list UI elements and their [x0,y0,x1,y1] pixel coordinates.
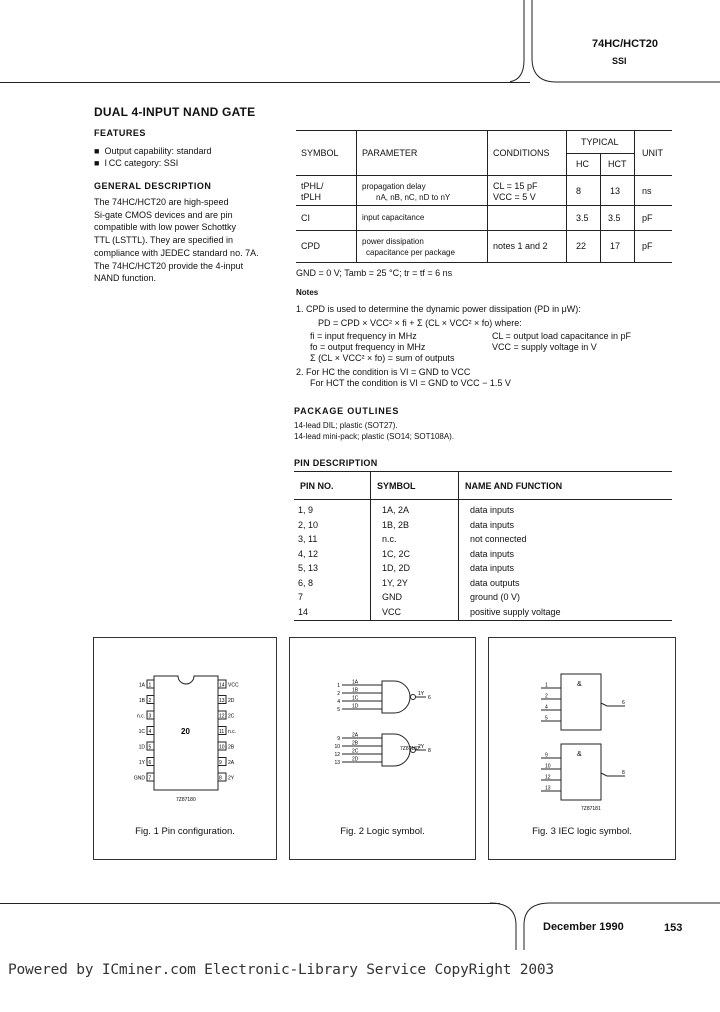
input-label: 2A [352,732,359,739]
figure-caption: Fig. 1 Pin configuration. [135,826,235,837]
figure-iec-symbol [488,637,676,860]
input-label: 1A [352,679,359,686]
pin-number: 8 [219,775,222,782]
pin-head-function: NAME AND FUNCTION [465,481,563,491]
spec-head-symbol: SYMBOL [301,148,339,158]
input-label: 2B [352,740,359,747]
spec-col-rule [487,130,488,262]
pin-number: 10 [219,744,225,751]
pin-number: 1 [545,682,548,689]
spec-row-parameter: propagation delay nA, nB, nC, nD to nY [362,182,451,202]
output-label: 2Y [418,744,425,750]
spec-head-hc: HC [576,159,589,169]
general-text: The 74HC/HCT20 are high-speed Si-gate CMOS devices and are pin compatible with low power Schottky TTL (LSTTL). They are specified in compliance with JEDEC standard no. 7A. The 74HC/HCT20 provide the 4-input NAND function. [94,197,259,284]
pin-number: 2 [545,693,548,700]
spec-row-parameter: power dissipation capacitance per package [362,237,455,257]
pin-label: 2D [228,698,235,704]
pin-number: 12 [334,752,340,758]
notes-line: VCC = supply voltage in V [492,342,597,352]
notes-line: CL = output load capacitance in pF [492,331,632,341]
pin-label: 2A [228,760,235,766]
pin-number: 3 [148,713,152,720]
nand-gate [382,681,410,713]
pin-number: 5 [545,715,548,722]
notes-line: fo = output frequency in MHz [310,342,426,352]
spec-head-unit: UNIT [642,148,663,158]
spec-head-hct: HCT [608,159,627,169]
pin-table-head-rule [294,499,672,500]
pin-desc-heading: PIN DESCRIPTION [294,458,378,468]
chip-label: 20 [181,727,190,736]
pin-number: 8 [622,770,625,776]
spec-gnd-line: GND = 0 V; Tamb = 25 °C; tr = tf = 6 ns [296,268,453,278]
features-heading: FEATURES [94,128,146,138]
logic-symbol-diagram [290,638,475,828]
figure-caption: Fig. 2 Logic symbol. [340,826,425,837]
spec-row-unit: ns [642,186,652,196]
figure-caption: Fig. 3 IEC logic symbol. [532,826,632,837]
pin-number: 4 [545,704,548,711]
spec-typ-rule [566,153,634,154]
pin-number: 6 [148,760,152,766]
package-heading: PACKAGE OUTLINES [294,406,400,416]
footer-date: December 1990 [543,921,624,933]
feature-item: ■ Output capability: standard [94,146,212,156]
notes-line: 1. CPD is used to determine the dynamic power dissipation (PD in μW): [296,304,581,314]
spec-row-conditions: CL = 15 pF VCC = 5 V [493,181,538,202]
spec-table-rule [296,205,672,206]
notes-heading: Notes [296,288,319,297]
header-family: SSI [612,56,627,66]
inversion-bubble [411,695,416,700]
figure-code: 7Z87182 [400,746,420,752]
pin-number: 11 [219,729,225,735]
pin-label: 2B [228,744,235,751]
table-row: 14 VCC positive supply voltage [298,606,561,617]
pin-number: 14 [219,682,225,689]
pin-number: 2 [337,691,340,697]
spec-head-conditions: CONDITIONS [493,148,550,158]
figure-pin-configuration [93,637,277,860]
table-row: 3, 11 n.c. not connected [298,534,527,545]
spec-col-rule [566,130,567,262]
spec-row-symbol: CI [301,213,310,223]
table-row: 6, 8 1Y, 2Y data outputs [298,577,520,588]
pin-number: 1 [337,683,340,689]
spec-head-parameter: PARAMETER [362,148,418,158]
spec-col-rule [356,130,357,262]
spec-row-hct: 13 [610,186,621,196]
pin-label: n.c. [136,713,145,720]
pin-table-top [294,471,672,472]
pin-number: 12 [219,713,225,720]
pin-label: VCC [228,682,239,689]
pin-number: 4 [148,729,152,735]
pin-label: 2Y [228,775,235,782]
figure-code: 7Z87180 [176,797,196,803]
table-row: 5, 13 1D, 2D data inputs [298,563,515,574]
input-label: 2D [352,756,359,763]
package-line: 14-lead DIL; plastic (SOT27). [294,421,398,430]
spec-row-symbol: tPHL/ tPLH [301,181,324,202]
table-row: 2, 10 1B, 2B data inputs [298,519,515,530]
pin-number: 13 [219,698,225,704]
spec-col-rule [600,154,601,262]
iec-symbol-diagram [489,638,675,828]
spec-table-bottom [296,262,672,263]
pin-number: 13 [545,785,551,792]
pin-table-body [294,503,672,619]
spec-row-symbol: CPD [301,241,321,251]
general-heading: GENERAL DESCRIPTION [94,181,212,191]
header-rule [0,82,530,83]
pin-number: 2 [148,698,152,704]
pin-number: 9 [219,760,222,766]
pin-label: 1Y [138,760,145,766]
footer-rule [0,903,500,904]
pin-label: 1A [138,682,145,689]
notes-line: 2. For HC the condition is VI = GND to VCC [296,367,471,377]
notes-line: Σ (CL × VCC² × fo) = sum of outputs [310,353,455,363]
table-row: 1, 9 1A, 2A data inputs [298,505,515,516]
notes-line: fi = input frequency in MHz [310,331,417,341]
spec-table-head-rule [296,175,672,176]
spec-row-conditions: notes 1 and 2 [493,241,548,251]
spec-row-hc: 22 [576,241,587,251]
pin-number: 8 [428,748,431,754]
spec-row-hct: 3.5 [608,213,621,223]
notes-line: For HCT the condition is VI = GND to VCC − 1.5 V [310,378,511,388]
input-label: 1C [352,695,359,702]
pin-number: 13 [334,760,340,766]
spec-row-unit: pF [642,213,653,223]
pin-number: 12 [545,774,551,781]
figure-logic-symbol [289,637,476,860]
feature-item: ■ I CC category: SSI [94,158,179,168]
spec-row-hc: 8 [576,186,582,196]
pin-label: 1C [138,729,145,735]
spec-row-hct: 17 [610,241,621,251]
pin-label: 1D [138,744,145,751]
footer-page-number: 153 [664,922,683,934]
spec-row-unit: pF [642,241,653,251]
spec-head-typical: TYPICAL [581,137,619,147]
input-label: 2C [352,748,359,755]
watermark-text: Powered by ICminer.com Electronic-Library Service CopyRight 2003 [8,962,554,978]
pin-number: 10 [334,744,340,750]
pin-label: n.c. [228,729,237,735]
pin-number: 10 [545,763,551,770]
pin-table-bottom [294,620,672,621]
header-part: 74HC/HCT20 [592,38,659,50]
input-label: 1B [352,687,359,694]
page-title: DUAL 4-INPUT NAND GATE [94,105,256,119]
table-row: 7 GND ground (0 V) [298,592,521,603]
pin-number: 1 [148,682,152,689]
output-label: 1Y [418,691,425,697]
iec-and-label: & [577,751,582,758]
iec-and-label: & [577,681,582,688]
pin-head-no: PIN NO. [300,481,334,491]
spec-table-top [296,130,672,131]
spec-row-parameter: input capacitance [362,213,425,222]
pin-head-symbol: SYMBOL [377,481,416,491]
pin-number: 5 [337,707,340,713]
spec-table-rule [296,230,672,231]
pin-number: 4 [337,699,340,705]
table-row: 4, 12 1C, 2C data inputs [298,548,515,559]
pin-label: 1B [138,698,145,704]
figure-code: 7Z87181 [581,806,601,812]
pin-number: 6 [428,695,431,701]
pin-config-diagram [94,638,276,828]
pin-number: 9 [545,752,548,759]
pin-number: 5 [148,744,152,751]
pin-number: 7 [148,775,152,782]
package-line: 14-lead mini-pack; plastic (SO14; SOT108A). [294,432,455,441]
spec-row-hc: 3.5 [576,213,589,223]
pin-number: 6 [622,700,625,706]
input-label: 1D [352,703,359,710]
pin-number: 9 [337,736,340,742]
notes-line: PD = CPD × VCC² × fi + Σ (CL × VCC² × fo) where: [318,318,522,328]
spec-col-rule [634,130,635,262]
pin-label: 2C [228,713,235,720]
pin-label: GND [133,775,145,782]
